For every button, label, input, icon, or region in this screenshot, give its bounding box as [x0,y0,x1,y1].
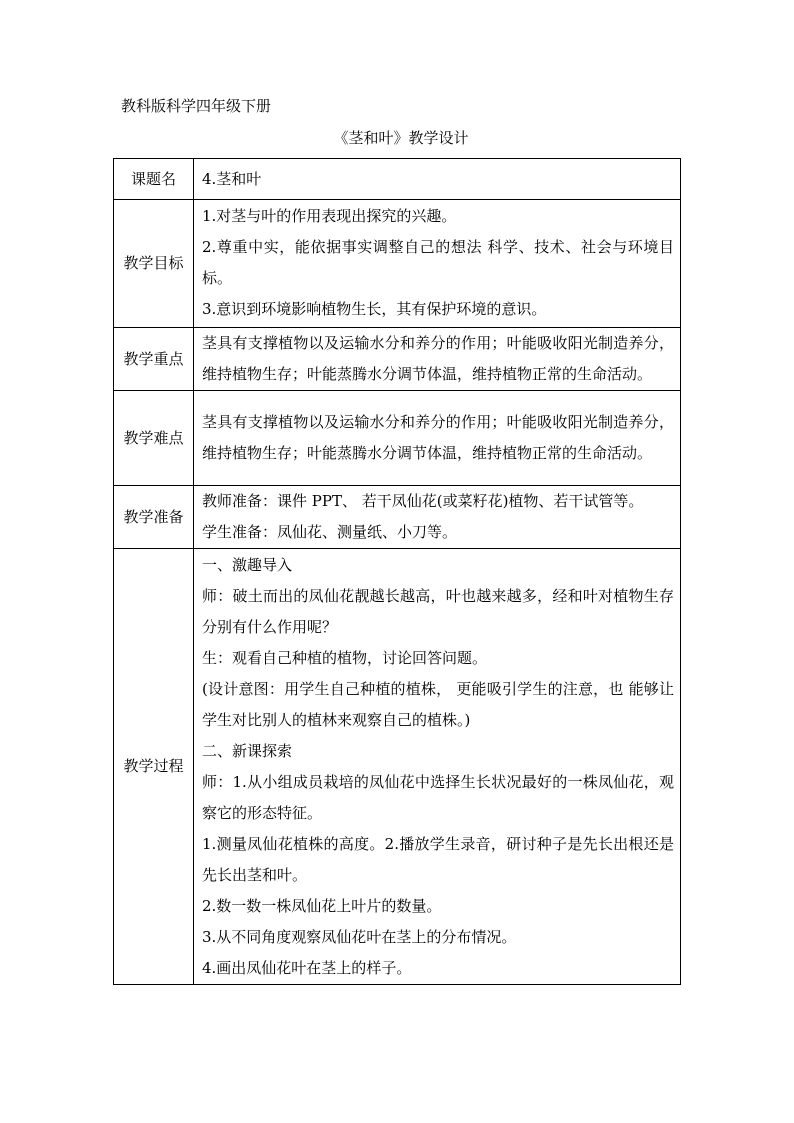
preparation-line: 教师准备：课件 PPT、 若干凤仙花(或菜籽花)植物、若干试管等。 [202,492,644,510]
row-content-key-points [194,328,681,391]
table-row-preparation [114,486,681,549]
process-line: 一、激趣导入 [202,556,293,574]
row-content-topic [194,159,681,200]
process-line: (设计意图：用学生自己种植的植株， 更能吸引学生的注意，也 能够让学生对比别人的植林来观察自己的植株。) [202,680,674,729]
difficulty-line: 茎具有支撑植物以及运输水分和养分的作用；叶能吸收阳光制造养分，维持植物生存；叶能蒸腾水分调节体温，维持植物正常的生命活动。 [202,413,674,462]
process-line: 师：1.从小组成员栽培的凤仙花中选择生长状况最好的一株凤仙花，观察它的形态特征。 [202,773,674,822]
key-point-line: 茎具有支撑植物以及运输水分和养分的作用；叶能吸收阳光制造养分，维持植物生存；叶能蒸腾水分调节体温，维持植物正常的生命活动。 [202,334,674,383]
table-row-difficulties [114,391,681,486]
goal-line: 3.意识到环境影响植物生长，其有保护环境的意识。 [202,300,547,318]
process-line: 师：破土而出的凤仙花靓越长越高，叶也越来越多，经和叶对植物生存分别有什么作用呢？ [202,587,674,636]
row-label-process: 教学过程 [114,549,194,985]
row-label-topic: 课题名 [114,159,194,200]
preparation-line: 学生准备：凤仙花、测量纸、小刀等。 [202,523,458,541]
document-title: 《茎和叶》教学设计 [333,129,469,147]
process-line: 2.数一数一株凤仙花上叶片的数量。 [202,897,442,915]
row-content-process [194,549,681,985]
row-label-preparation: 教学准备 [114,486,194,549]
table-row-process [114,549,681,985]
process-line: 生：观看自己种植的植物，讨论回答问题。 [202,649,488,667]
goal-line: 2.尊重中实，能依据事实调整自己的想法 科学、技术、社会与环境目标。 [202,238,674,287]
process-line: 二、新课探索 [202,742,293,760]
row-content-goals [194,200,681,328]
row-label-key-points: 教学重点 [114,328,194,391]
lesson-plan-table [113,158,681,985]
table-row-topic [114,159,681,200]
topic-line: 4.茎和叶 [202,169,262,188]
textbook-header: 教科版科学四年级下册 [121,97,272,115]
table-row-goals [114,200,681,328]
process-line: 3.从不同角度观察凤仙花叶在茎上的分布情况。 [202,928,517,946]
row-content-difficulties [194,391,681,486]
row-content-preparation [194,486,681,549]
process-line: 1.测量凤仙花植株的高度。2.播放学生录音，研讨种子是先长出根还是先长出茎和叶。 [202,835,674,884]
table-row-key-points [114,328,681,391]
process-line: 4.画出凤仙花叶在茎上的样子。 [202,959,412,977]
row-label-goals: 教学目标 [114,200,194,328]
row-label-difficulties: 教学难点 [114,391,194,486]
goal-line: 1.对茎与叶的作用表现出探究的兴趣。 [202,207,457,225]
